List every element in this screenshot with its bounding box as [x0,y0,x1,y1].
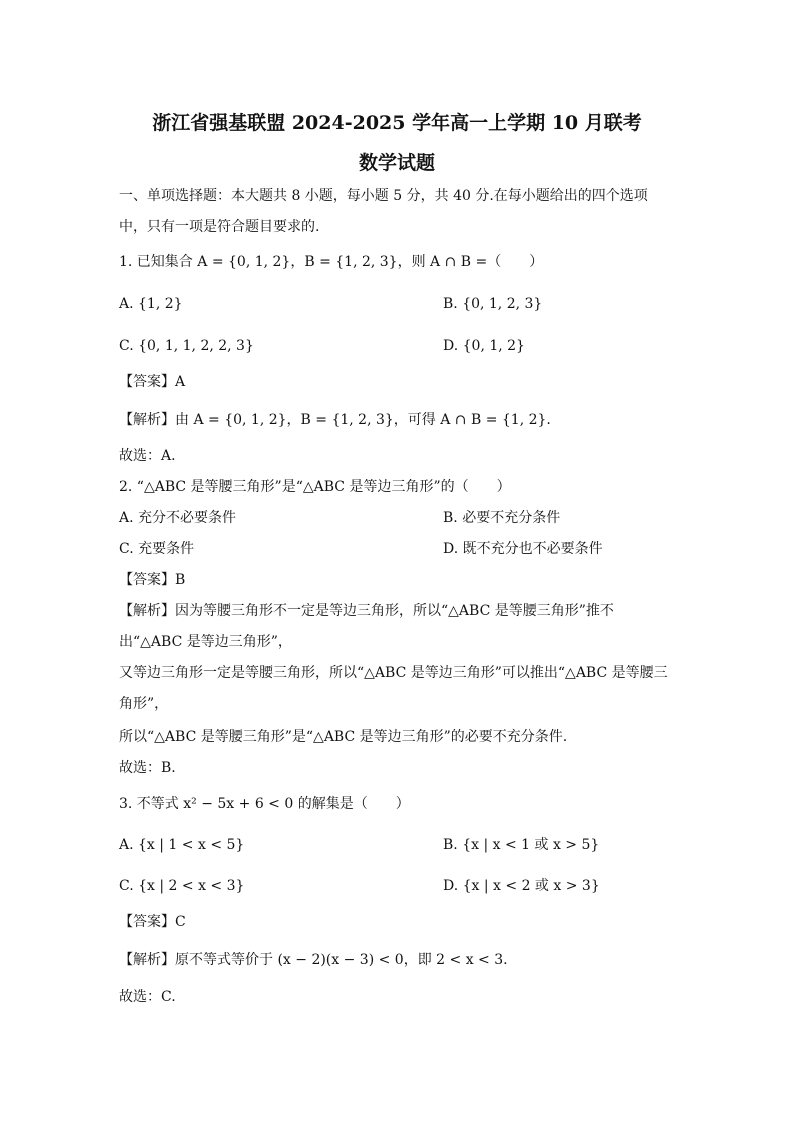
q1-stem: 1. 已知集合 A = {0, 1, 2}，B = {1, 2, 3}，则 A ∩ B =（ ） [119,254,544,270]
q2-option-d: D. 既不充分也不必要条件 [443,541,603,557]
q2-choice: 故选：B. [119,760,176,776]
q1-answer: 【答案】A [119,374,186,390]
q1-option-c: C. {0, 1, 1, 2, 2, 3} [119,338,254,354]
q2-option-b: B. 必要不充分条件 [443,510,561,526]
q3-option-c: C. {x | 2 < x < 3} [119,878,245,894]
q2-analysis-1: 【解析】因为等腰三角形不一定是等边三角形，所以“△ABC 是等腰三角形”推不出“△ABC 是等边三角形”， [119,603,614,650]
q1-choice: 故选：A. [119,448,176,464]
q2-analysis-2: 又等边三角形一定是等腰三角形，所以“△ABC 是等边三角形”可以推出“△ABC 是等腰三角形”， [119,665,668,712]
q3-choice: 故选：C. [119,989,176,1005]
section-heading: 一、单项选择题：本大题共 8 小题，每小题 5 分，共 40 分.在每小题给出的四个选项中，只有一项是符合题目要求的. [119,188,648,235]
q1-option-a: A. {1, 2} [119,296,183,312]
q2-stem: 2. “△ABC 是等腰三角形”是“△ABC 是等边三角形”的（ ） [119,479,511,495]
exam-subtitle: 数学试题 [358,152,435,174]
q3-option-d: D. {x | x < 2 或 x > 3} [443,878,600,894]
q3-analysis: 【解析】原不等式等价于 (x − 2)(x − 3) < 0，即 2 < x < 3. [119,952,508,968]
q2-option-a: A. 充分不必要条件 [119,510,237,526]
exam-title: 浙江省强基联盟 2024-2025 学年高一上学期 10 月联考 [152,112,642,134]
q2-option-c: C. 充要条件 [119,541,195,557]
q3-answer: 【答案】C [119,914,186,930]
q2-analysis-3: 所以“△ABC 是等腰三角形”是“△ABC 是等边三角形”的必要不充分条件. [119,729,568,745]
q3-option-a: A. {x | 1 < x < 5} [119,837,245,853]
q1-analysis: 【解析】由 A = {0, 1, 2}，B = {1, 2, 3}，可得 A ∩ B = {1, 2}. [119,412,551,428]
q3-stem: 3. 不等式 x² − 5x + 6 < 0 的解集是（ ） [119,796,410,812]
q1-option-d: D. {0, 1, 2} [443,338,525,354]
q3-option-b: B. {x | x < 1 或 x > 5} [443,837,600,853]
q2-answer: 【答案】B [119,572,186,588]
q1-option-b: B. {0, 1, 2, 3} [443,296,543,312]
